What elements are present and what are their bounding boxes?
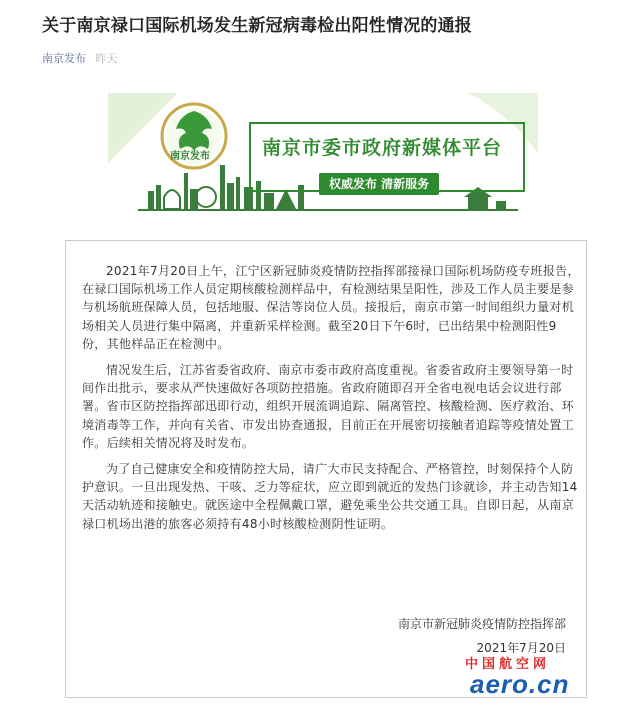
watermark-cn: 中国航空网 [465,657,551,672]
notice-box [65,240,587,698]
skyline-ground [138,209,518,211]
signer: 南京市新冠肺炎疫情防控指挥部 [397,617,566,631]
notice-body [82,262,580,541]
logo-text: 南京发布 [170,151,210,162]
notice-date: 2021年7月20日 [476,641,566,655]
banner-slogan: 权威发布 清新服务 [319,173,439,195]
source-link[interactable]: 南京发布 [42,52,86,65]
banner-image [108,93,538,216]
paragraph-1: 2021年7月20日上午，江宁区新冠肺炎疫情防控指挥部接禄口国际机场防疫专班报告，在禄口国际机场工作人员定期核酸检测样品中，有检测结果呈阳性，涉及工作人员主要是参与机场航班保障人员，包括地服、保洁等岗位人员。接报后，南京市第一时间组织力量对机场相关人员进行集中隔离，并重新采样检测。截至20日下午6时，已出结果中检测阳性9份，其他样品正在检测中。 [82,264,580,351]
article-title: 关于南京禄口国际机场发生新冠病毒检出阳性情况的通报 [42,16,472,36]
banner-title: 南京市委市政府新媒体平台 [262,137,503,159]
paragraph-2: 情况发生后，江苏省委省政府、南京市委市政府高度重视。省委省政府主要领导第一时间作出批示，要求从严快速做好各项防控措施。省政府随即召开全省电视电话会议进行部署。省市区防控指挥部迅即行动，组织开展流调追踪、隔离管控、核酸检测、医疗救治、环境消毒等工作，并向有关省、市发出协查通报，目前正在开展密切接触者追踪等疫情处置工作。后续相关情况将及时发布。 [82,363,575,450]
watermark-en: aero.cn [470,669,570,699]
article-meta [42,50,118,66]
paragraph-3: 为了自己健康安全和疫情防控大局，请广大市民支持配合、严格管控，时刻保持个人防护意识。一旦出现发热、干咳、乏力等症状，应立即到就近的发热门诊就诊，并主动告知14天活动轨迹和接触史。就医途中全程佩戴口罩，避免乘坐公共交通工具。自即日起，从南京禄口机场出港的旅客必须持有48小时核酸检测阴性证明。 [82,462,578,531]
publish-time: 昨天 [95,52,118,65]
